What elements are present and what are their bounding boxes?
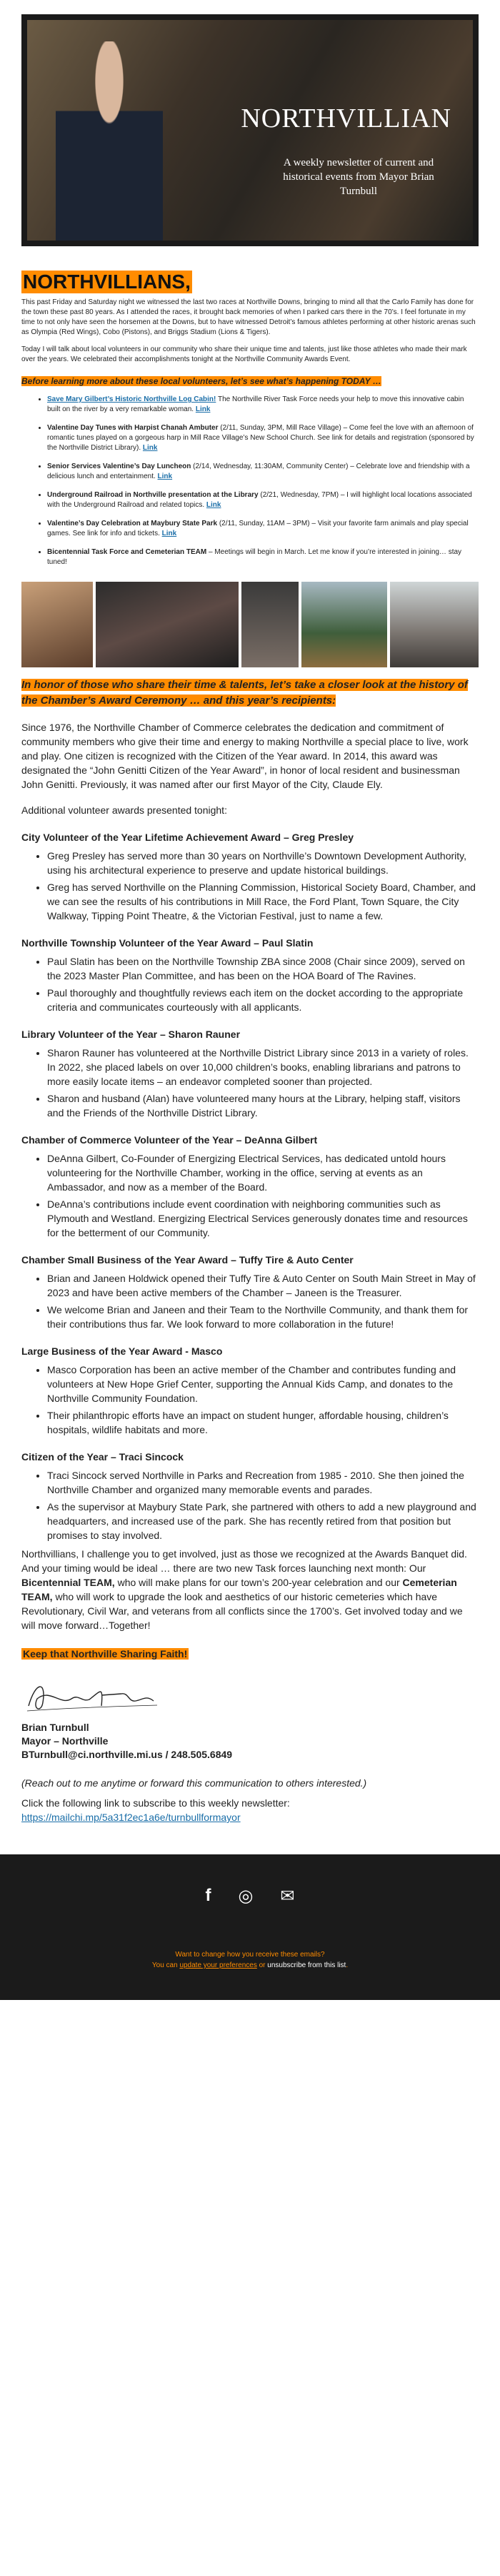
closing-slogan: Keep that Northville Sharing Faith! [23, 1648, 188, 1660]
award-bullet: • Masco Corporation has been an active member of the Chamber and contributes funding and volunteers at New Hope Grief Center, supporting the Annual Kids Camp, and donates to the Northville Community Foundation. [47, 1363, 479, 1405]
reach-out-note: (Reach out to me anytime or forward this communication to others interested.) [21, 1777, 367, 1789]
greeting-heading: NORTHVILLIANS, [23, 271, 191, 293]
event-title-link[interactable]: Save Mary Gilbert’s Historic Northville Log Cabin! [47, 395, 216, 403]
event-link[interactable]: Link [142, 444, 158, 452]
email-icon[interactable]: ✉ [280, 1886, 295, 1906]
event-title: Underground Railroad in Northville presentation at the Library [47, 491, 259, 499]
event-text: (2/11, Sunday, 11AM – 3PM) – Visit your favorite farm animals and play special games. See link for info and tickets. [47, 520, 469, 537]
award-title: Chamber Small Business of the Year Award – Tuffy Tire & Auto Center [21, 1254, 354, 1266]
cemeterian-team: Cemeterian TEAM, [21, 1577, 457, 1602]
award-bullet: • We welcome Brian and Janeen and their Team to the Northville Community, and thank them for their contributions thus far. We look forward to more collaboration in the future! [47, 1303, 479, 1331]
social-links [0, 1886, 500, 1906]
award-bullet: • Brian and Janeen Holdwick opened their Tuffy Tire & Auto Center on South Main Street in May of 2023 and have been active members of the Chamber – Janeen is the Treasurer. [47, 1271, 479, 1300]
signer-name: Brian Turnbull [21, 1722, 89, 1733]
event-text: (2/14, Wednesday, 11:30AM, Community Center) – Celebrate love and friendship with a delicious lunch and entertainment. [47, 463, 470, 480]
event-item [47, 395, 479, 415]
photo-award-4 [301, 582, 387, 667]
honor-heading: In honor of those who share their time & talents, let’s take a closer look at the history of the Chamber’s Award Ceremony … and this year’s recipients: [21, 679, 468, 707]
photo-award-1 [21, 582, 93, 667]
event-item [47, 462, 479, 482]
event-text: – Meetings will begin in March. Let me know if you’re interested in joining… stay tuned! [47, 548, 462, 566]
event-text: The Northville River Task Force needs your help to move this innovative cabin built on the river by a very remarkable woman. [47, 395, 464, 413]
award-bullet: • Paul thoroughly and thoughtfully reviews each item on the docket according to the appropriate criteria and communicates courteously with all applicants. [47, 986, 479, 1014]
event-title: Valentine’s Day Celebration at Maybury State Park [47, 520, 218, 527]
closing-paragraph: Northvillians, I challenge you to get involved, just as those we recognized at the Awards Banquet did. And your timing would be ideal … there are two new Task forces launching next month: Our Bicentennial TEAM, who will make plans for our town’s 200-year celebration and our Cemeterian TEAM, who will work to upgrade the look and aesthetics of our historic cemeteries which have Revolutionary, Civil War, and veterans from all conflicts since the 1700’s. Get involved today and we will move forward…Together! [21, 1548, 467, 1631]
award-title: Chamber of Commerce Volunteer of the Year – DeAnna Gilbert [21, 1134, 318, 1146]
award [21, 1451, 479, 1542]
award-bullet: • Sharon and husband (Alan) have volunteered many hours at the Library, helping staff, visitors and the Friends of the Northville District Library. [47, 1091, 479, 1120]
header-banner [21, 14, 479, 246]
award-title: Northville Township Volunteer of the Year Award – Paul Slatin [21, 937, 314, 949]
newsletter-title: NORTHVILLIAN [241, 103, 451, 133]
subscribe-text: Click the following link to subscribe to this weekly newsletter: [21, 1797, 290, 1809]
award-title: Library Volunteer of the Year – Sharon Rauner [21, 1029, 241, 1040]
facebook-icon[interactable]: f [205, 1886, 211, 1905]
events-list [21, 395, 479, 567]
award [21, 937, 479, 1014]
signature-icon [21, 1674, 164, 1721]
event-item [47, 519, 479, 539]
award-bullet: • Their philanthropic efforts have an impact on student hunger, affordable housing, children’s hospitals, wildlife habitats and more. [47, 1408, 479, 1437]
event-title: Valentine Day Tunes with Harpist Chanah Ambuter [47, 424, 219, 432]
intro-paragraph-1: This past Friday and Saturday night we witnessed the last two races at Northville Downs, bringing to mind all that the Carlo Family has done for the town these past 80 years. As I attended the races, it brought back memories of when I parked cars there in the 70’s. I feel fortunate in my time to not only have seen the horsemen at the Downs, but to have witnessed Detroit’s famous athletes performing at other historic arenas such as Olympia (Red Wings), Cobo (Pistons), and Briggs Stadium (Lions & Tigers). [21, 298, 476, 336]
signer-role: Mayor – Northville [21, 1735, 109, 1747]
event-title: Senior Services Valentine’s Day Luncheon [47, 463, 191, 470]
award-bullet: • DeAnna Gilbert, Co-Founder of Energizing Electrical Services, has dedicated untold hours volunteering for the Northville Chamber, working in the office, serving at events as an Ambassador, and now as a member of the Board. [47, 1151, 479, 1194]
update-preferences-link[interactable]: update your preferences [179, 1961, 257, 1969]
mayor-portrait [56, 41, 163, 241]
events-heading: Before learning more about these local volunteers, let’s see what’s happening TODAY … [21, 376, 381, 386]
intro-paragraph-2: Today I will talk about local volunteers in our community who share their unique time and talents, just like those athletes who made their mark over the years. We celebrated their accomplishments tonight at the Northville Community Awards Event. [21, 345, 467, 363]
award-bullet: • DeAnna’s contributions include event coordination with neighboring communities such as Plymouth and Westland. Energizing Electrical Services generously donates time and resources for the betterment of our Community. [47, 1197, 479, 1240]
main-content [21, 246, 479, 1824]
event-link[interactable]: Link [157, 473, 173, 480]
bicentennial-team: Bicentennial TEAM, [21, 1577, 115, 1588]
award-bullet: • Paul Slatin has been on the Northville Township ZBA since 2008 (Chair since 2009), served on the 2023 Master Plan Committee, and has been on the HOA Board of The Ravines. [47, 954, 479, 983]
photo-strip [21, 582, 479, 667]
event-title: Bicentennial Task Force and Cemeterian TEAM [47, 548, 207, 556]
award [21, 1134, 479, 1240]
footer [0, 1854, 500, 2000]
additional-awards-intro: Additional volunteer awards presented tonight: [21, 804, 227, 816]
award-bullet: • Greg has served Northville on the Planning Commission, Historical Society Board, Chamber, and we can see the results of his contributions in Mill Race, the Ford Plant, Town Square, the City Walkway, Tipping Point Theatre, & the Victorian Festival, just to name a few. [47, 880, 479, 923]
event-link[interactable]: Link [161, 530, 177, 537]
award-bullet: • Traci Sincock served Northville in Parks and Recreation from 1985 - 2010. She then joined the Northville Chamber and organized many memorable events and parades. [47, 1468, 479, 1497]
footer-preferences-line: You can update your preferences or unsubscribe from this list. [151, 1961, 349, 1969]
footer-preferences-question: Want to change how you receive these emails? [175, 1951, 325, 1959]
award-title: City Volunteer of the Year Lifetime Achievement Award – Greg Presley [21, 832, 354, 843]
event-item [47, 423, 479, 453]
event-item [47, 547, 479, 567]
event-item [47, 490, 479, 510]
award [21, 832, 479, 923]
photo-award-3 [241, 582, 299, 667]
instagram-icon[interactable]: ◎ [238, 1886, 254, 1906]
subscribe-link[interactable]: https://mailchi.mp/5a31f2ec1a6e/turnbullformayor [21, 1812, 241, 1823]
newsletter-tagline: A weekly newsletter of current and historical events from Mayor Brian Turnbull [283, 157, 434, 197]
award [21, 1254, 479, 1331]
event-link[interactable]: Link [206, 501, 221, 509]
honor-paragraph: Since 1976, the Northville Chamber of Commerce celebrates the dedication and commitment of community members who give their time and energy to making Northville a special place to live, work and play. One citizen is recognized with the Citizen of the Year award. In 2014, this award was designated the “John Genitti Citizen of the Year Award”, in honor of local resident and businessman John Genitti. Previously, it was named after our first Mayor of the City, Claude Ely. [21, 722, 469, 790]
unsubscribe-link[interactable]: unsubscribe from this list [267, 1961, 346, 1969]
event-link[interactable]: Link [195, 405, 211, 413]
photo-award-5 [390, 582, 479, 667]
award-title: Citizen of the Year – Traci Sincock [21, 1451, 184, 1463]
award-bullet: • Greg Presley has served more than 30 years on Northville’s Downtown Development Authority, using his architectural experience to preserve and update historical buildings. [47, 849, 479, 877]
signer-contact: BTurnbull@ci.northville.mi.us / 248.505.6849 [21, 1749, 233, 1760]
photo-award-2 [96, 582, 239, 667]
event-text: (2/11, Sunday, 3PM, Mill Race Village) – Come feel the love with an afternoon of romantic tunes played on a gorgeous harp in Mill Race Village’s New School Church. See link for details and registration (sponsored by the Northville District Library). [47, 424, 474, 452]
award [21, 1345, 479, 1437]
award-title: Large Business of the Year Award - Masco [21, 1345, 223, 1357]
signature-image [21, 1674, 479, 1721]
award [21, 1029, 479, 1120]
award-bullet: • Sharon Rauner has volunteered at the Northville District Library since 2013 in a variety of roles. In 2022, she placed labels on over 10,000 children’s books, enabling librarians and patrons to more easily locate items – an endeavor completed sooner than projected. [47, 1046, 479, 1089]
event-text: (2/21, Wednesday, 7PM) – I will highlight local locations associated with the Underground Railroad and related topics. [47, 491, 472, 509]
award-bullet: • As the supervisor at Maybury State Park, she partnered with others to add a new playground and headquarters, and increased use of the park. She has recently retired from that position but promises to stay involved. [47, 1500, 479, 1542]
